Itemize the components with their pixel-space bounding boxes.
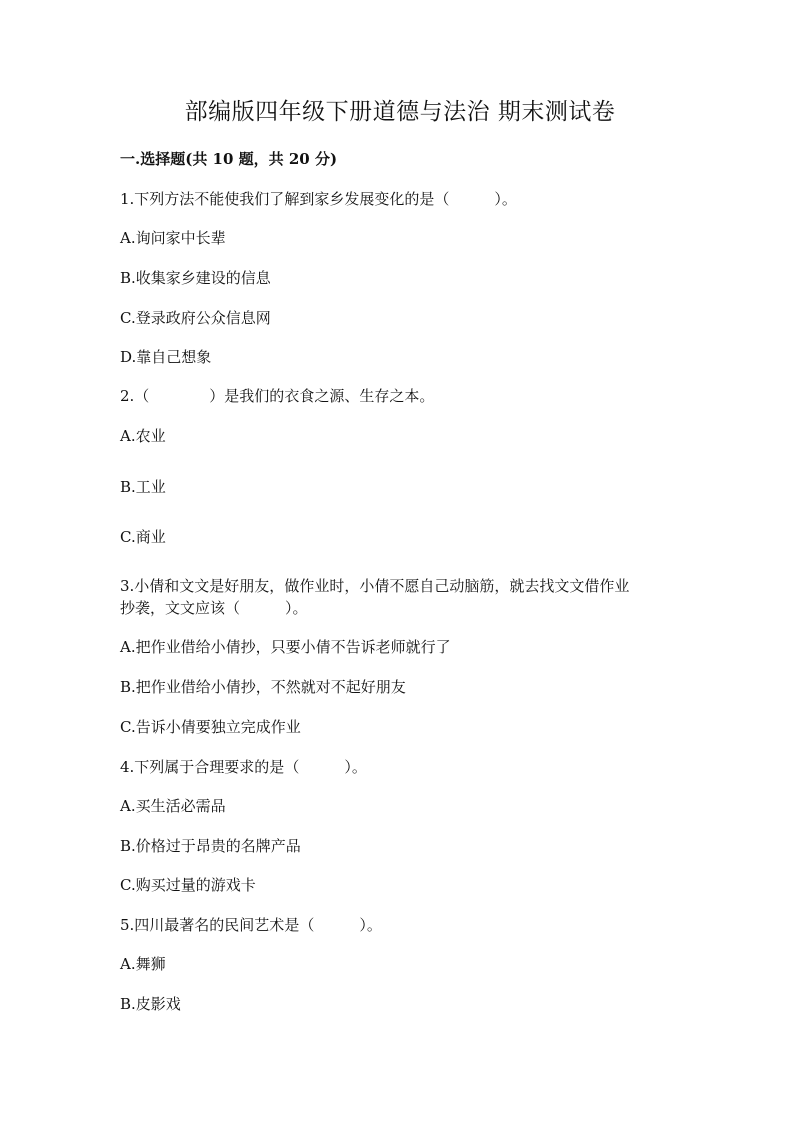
question-4-option-c: C.购买过量的游戏卡 <box>120 876 256 894</box>
question-1-option-d: D.靠自己想象 <box>120 348 212 366</box>
question-5-option-a: A.舞狮 <box>120 955 166 973</box>
question-2-option-b: B.工业 <box>120 478 166 496</box>
question-3-option-a: A.把作业借给小倩抄，只要小倩不告诉老师就行了 <box>120 638 451 656</box>
question-1-stem: 1.下列方法不能使我们了解到家乡发展变化的是（ ）。 <box>120 190 517 208</box>
question-2-option-c: C.商业 <box>120 528 166 546</box>
question-4-option-a: A.买生活必需品 <box>120 797 226 815</box>
question-3-stem-line-1: 3.小倩和文文是好朋友，做作业时，小倩不愿自己动脑筋，就去找文文借作业 <box>120 577 630 595</box>
exam-title: 部编版四年级下册道德与法治 期末测试卷 <box>184 99 616 125</box>
question-2-stem: 2.（ ）是我们的衣食之源、生存之本。 <box>120 387 435 405</box>
question-5-option-b: B.皮影戏 <box>120 995 181 1013</box>
question-4-stem: 4.下列属于合理要求的是（ ）。 <box>120 758 367 776</box>
question-1-option-c: C.登录政府公众信息网 <box>120 309 271 327</box>
question-3-stem-line-2: 抄袭，文文应该（ ）。 <box>120 599 308 617</box>
question-1-option-b: B.收集家乡建设的信息 <box>120 269 271 287</box>
question-3-option-b: B.把作业借给小倩抄，不然就对不起好朋友 <box>120 678 406 696</box>
question-1-option-a: A.询问家中长辈 <box>120 229 226 247</box>
question-4-option-b: B.价格过于昂贵的名牌产品 <box>120 837 301 855</box>
question-3-option-c: C.告诉小倩要独立完成作业 <box>120 718 301 736</box>
question-2-option-a: A.农业 <box>120 427 166 445</box>
question-5-stem: 5.四川最著名的民间艺术是（ ）。 <box>120 916 382 934</box>
section-heading: 一.选择题(共 10 题，共 20 分) <box>120 150 338 168</box>
